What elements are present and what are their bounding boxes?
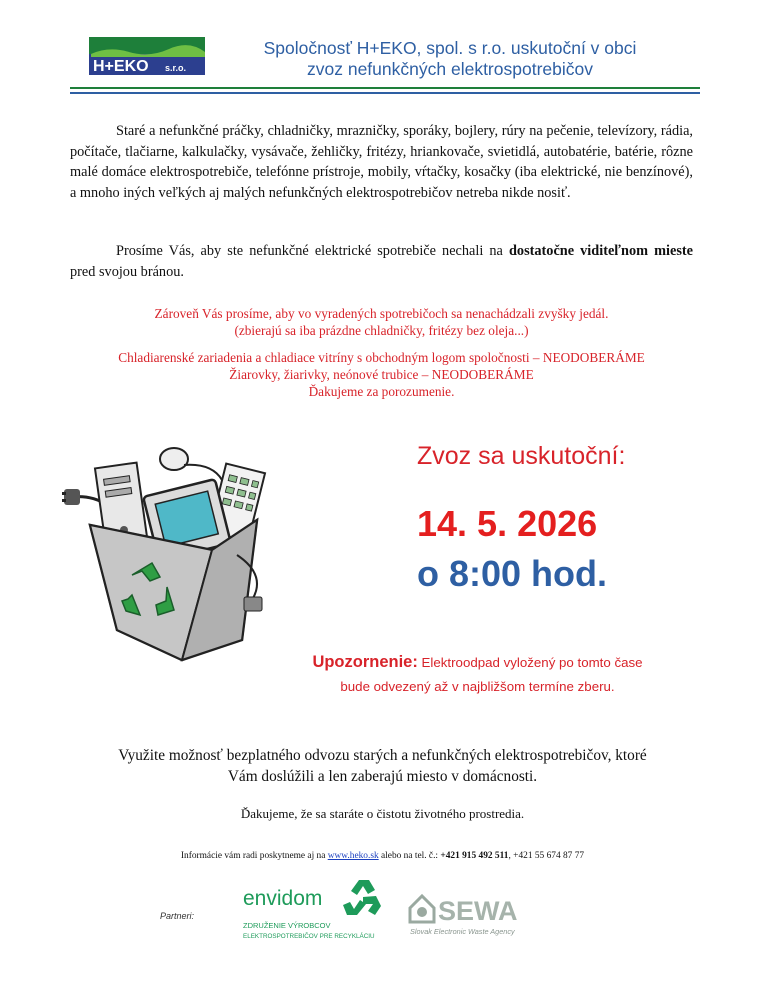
recycling-basket-illustration bbox=[62, 425, 277, 665]
notice-block-1 bbox=[70, 305, 693, 339]
notice-line-1: Zároveň Vás prosíme, aby vo vyradených spotrebičoch sa nenachádzali zvyšky jedál. bbox=[154, 306, 609, 321]
collection-time: o 8:00 hod. bbox=[417, 553, 608, 594]
closing-paragraph bbox=[60, 745, 705, 787]
collection-date: 14. 5. 2026 bbox=[417, 503, 598, 544]
notice-line-3: Chladiarenské zariadenia a chladiace vitríny s obchodným logom spoločnosti – NEODOBERÁME bbox=[118, 350, 645, 365]
envidom-logo bbox=[243, 878, 388, 946]
warning-text-2: bude odvezený až v najbližšom termíne zberu. bbox=[340, 679, 615, 694]
sewa-house-icon bbox=[410, 896, 434, 922]
warning-block bbox=[280, 650, 675, 699]
envidom-name: envidom bbox=[243, 887, 323, 910]
closing-thanks: Ďakujeme, že sa staráte o čistotu životného prostredia. bbox=[240, 806, 525, 821]
partners-label: Partneri: bbox=[160, 911, 195, 921]
notice-line-2: (zbierajú sa iba prázdne chladničky, fritézy bez oleja...) bbox=[234, 323, 529, 338]
heko-logo bbox=[89, 37, 205, 75]
notice-block-2 bbox=[70, 349, 693, 400]
contact-separator: , bbox=[508, 851, 514, 861]
contact-prefix: Informácie vám radi poskytneme aj na bbox=[180, 851, 328, 861]
page-title bbox=[205, 38, 695, 80]
intro-paragraph-2-end: pred svojou bránou. bbox=[70, 263, 184, 280]
collection-label: Zvoz sa uskutoční: bbox=[417, 442, 626, 470]
closing-line-2: Vám doslúžili a len zaberajú miesto v domácnosti. bbox=[227, 768, 538, 785]
warning-text-1: Elektroodpad vyložený po tomto čase bbox=[417, 655, 643, 670]
notice-line-4: Žiarovky, žiarivky, neónové trubice – NEODOBERÁME bbox=[229, 367, 534, 382]
title-line-2: zvoz nefunkčných elektrospotrebičov bbox=[307, 59, 593, 79]
intro-paragraph-2 bbox=[70, 241, 693, 282]
intro-paragraph-2-bold: dostatočne viditeľnom mieste bbox=[508, 243, 693, 259]
envidom-subtitle-1: ZDRUŽENIE VÝROBCOV bbox=[243, 921, 331, 930]
title-line-1: Spoločnosť H+EKO, spol. s r.o. uskutoční v obci bbox=[263, 38, 637, 58]
svg-text:s.r.o.: s.r.o. bbox=[165, 63, 187, 73]
contact-info bbox=[60, 851, 705, 861]
envidom-recycle-icon bbox=[343, 880, 381, 915]
sewa-logo bbox=[408, 890, 528, 938]
closing-line-1: Využite možnosť bezplatného odvozu starých a nefunkčných elektrospotrebičov, ktoré bbox=[118, 747, 647, 764]
notice-line-5: Ďakujeme za porozumenie. bbox=[308, 384, 455, 399]
sewa-subtitle: Slovak Electronic Waste Agency bbox=[410, 927, 515, 936]
header-divider-green bbox=[70, 87, 700, 89]
phone-secondary: +421 55 674 87 77 bbox=[513, 851, 585, 861]
header-divider-blue bbox=[70, 92, 700, 94]
svg-text:H+EKO: H+EKO bbox=[93, 58, 149, 75]
warning-colon: : bbox=[412, 653, 418, 671]
website-link[interactable]: www.heko.sk bbox=[327, 851, 379, 861]
envidom-subtitle-2: ELEKTROSPOTREBIČOV PRE RECYKLÁCIU bbox=[243, 933, 375, 940]
contact-middle: alebo na tel. č.: bbox=[378, 851, 441, 861]
intro-paragraph-1 bbox=[70, 121, 693, 203]
sewa-name: SEWA bbox=[438, 896, 518, 926]
intro-paragraph-2-start: Prosíme Vás, aby ste nefunkčné elektrické spotrebiče nechali na bbox=[116, 243, 509, 259]
warning-label: Upozornenie bbox=[312, 653, 413, 671]
phone-primary: +421 915 492 511 bbox=[440, 851, 509, 861]
intro-paragraph-1-text: Staré a nefunkčné práčky, chladničky, mrazničky, sporáky, bojlery, rúry na pečenie, televízory, rádia, počítače, tlačiarne, kalkulačky, vysávače, žehličky, fritézy, hriankovače, svietidlá, autobatérie, batérie, rôzne malé domáce elektrospotrebiče, telefónne prístroje, mobily, vŕtačky, kosačky (iba elektrické, nie benzínové), a mnoho iných veľkých aj malých nefunkčných elektrospotrebičov netreba nikde nosiť. bbox=[70, 123, 693, 201]
